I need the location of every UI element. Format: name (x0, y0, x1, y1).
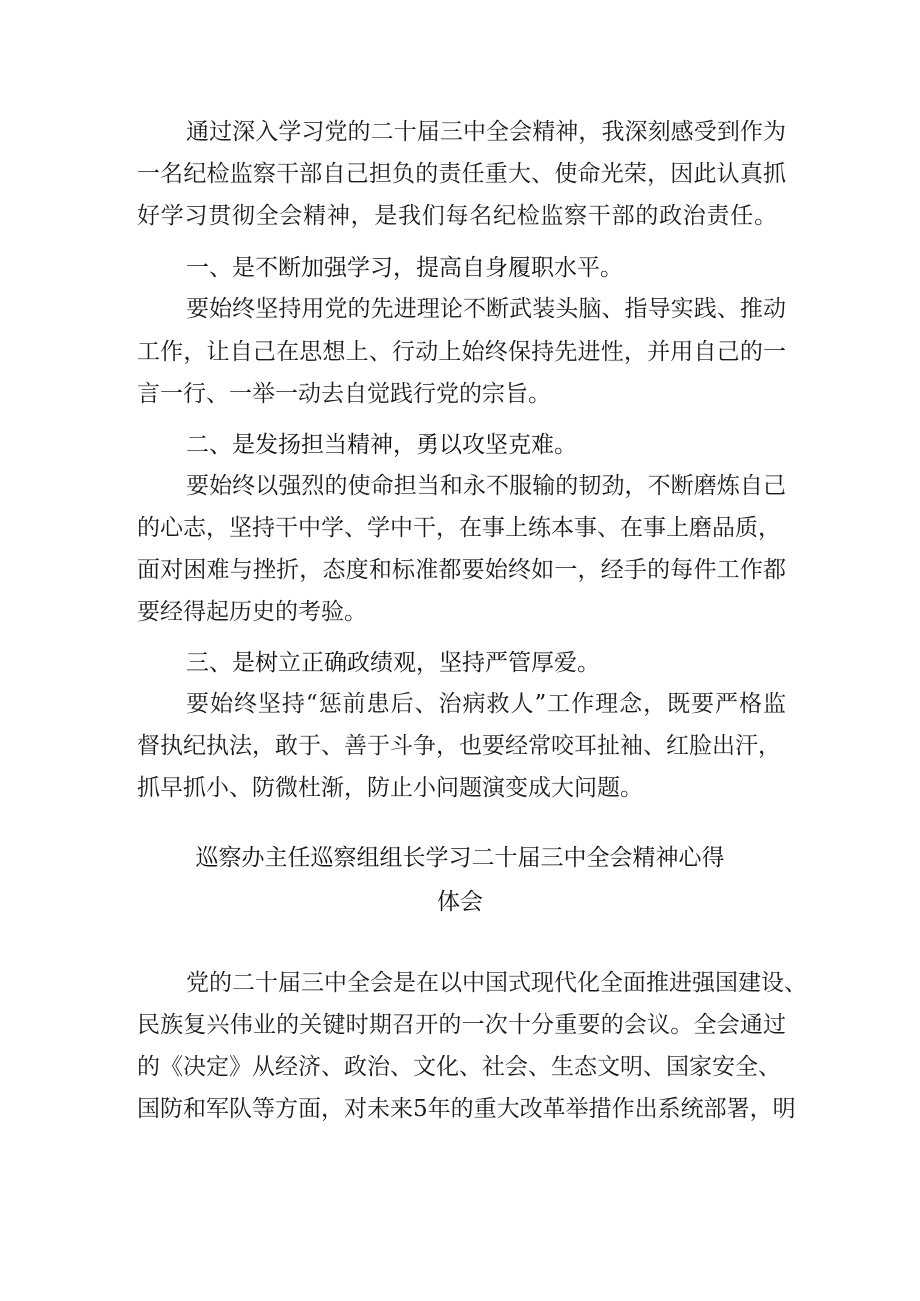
section3-line-2: 督执纪执法，敢于、善于斗争，也要经常咬耳扯袖、红脸出汗， (137, 733, 781, 759)
section2-line-1: 要始终以强烈的使命担当和永不服输的韧劲，不断磨炼自己 (186, 473, 786, 499)
section1-line-3: 言一行、一举一动去自觉践行党的宗旨。 (137, 381, 551, 407)
section1-line-2: 工作，让自己在思想上、行动上始终保持先进性，并用自己的一 (137, 339, 786, 365)
intro-line-1: 通过深入学习党的二十届三中全会精神，我深刻感受到作为 (186, 119, 786, 145)
article2-title-line-2: 体会 (437, 889, 483, 915)
section2-line-2: 的心志，坚持干中学、学中干，在事上练本事、在事上磨品质， (137, 515, 781, 541)
intro-line-2: 一名纪检监察干部自己担负的责任重大、使命光荣，因此认真抓 (137, 161, 786, 187)
section2-line-4: 要经得起历史的考验。 (137, 599, 367, 625)
section2-line-3: 面对困难与挫折，态度和标准都要始终如一，经手的每件工作都 (137, 557, 786, 583)
article2-title-line-1: 巡察办主任巡察组组长学习二十届三中全会精神心得 (195, 845, 725, 871)
section1-heading: 一、是不断加强学习，提高自身履职水平。 (186, 255, 623, 281)
section3-heading: 三、是树立正确政绩观，坚持严管厚爱。 (186, 650, 600, 676)
intro-line-3: 好学习贯彻全会精神，是我们每名纪检监察干部的政治责任。 (137, 203, 777, 229)
article2-line-4: 国防和军队等方面，对未来5年的重大改革举措作出系统部署，明 (137, 1096, 796, 1122)
article2-line-3: 的《决定》从经济、政治、文化、社会、生态文明、国家安全、 (137, 1054, 781, 1080)
section3-line-1: 要始终坚持“惩前患后、治病救人”工作理念，既要严格监 (186, 691, 786, 717)
article2-line-2: 民族复兴伟业的关键时期召开的一次十分重要的会议。全会通过 (137, 1012, 786, 1038)
section2-heading: 二、是发扬担当精神，勇以攻坚克难。 (186, 432, 577, 458)
section3-line-3: 抓早抓小、防微杜渐，防止小问题演变成大问题。 (137, 775, 643, 801)
section1-line-1: 要始终坚持用党的先进理论不断武装头脑、指导实践、推动 (186, 296, 786, 322)
article2-line-1: 党的二十届三中全会是在以中国式现代化全面推进强国建设、 (186, 970, 807, 996)
